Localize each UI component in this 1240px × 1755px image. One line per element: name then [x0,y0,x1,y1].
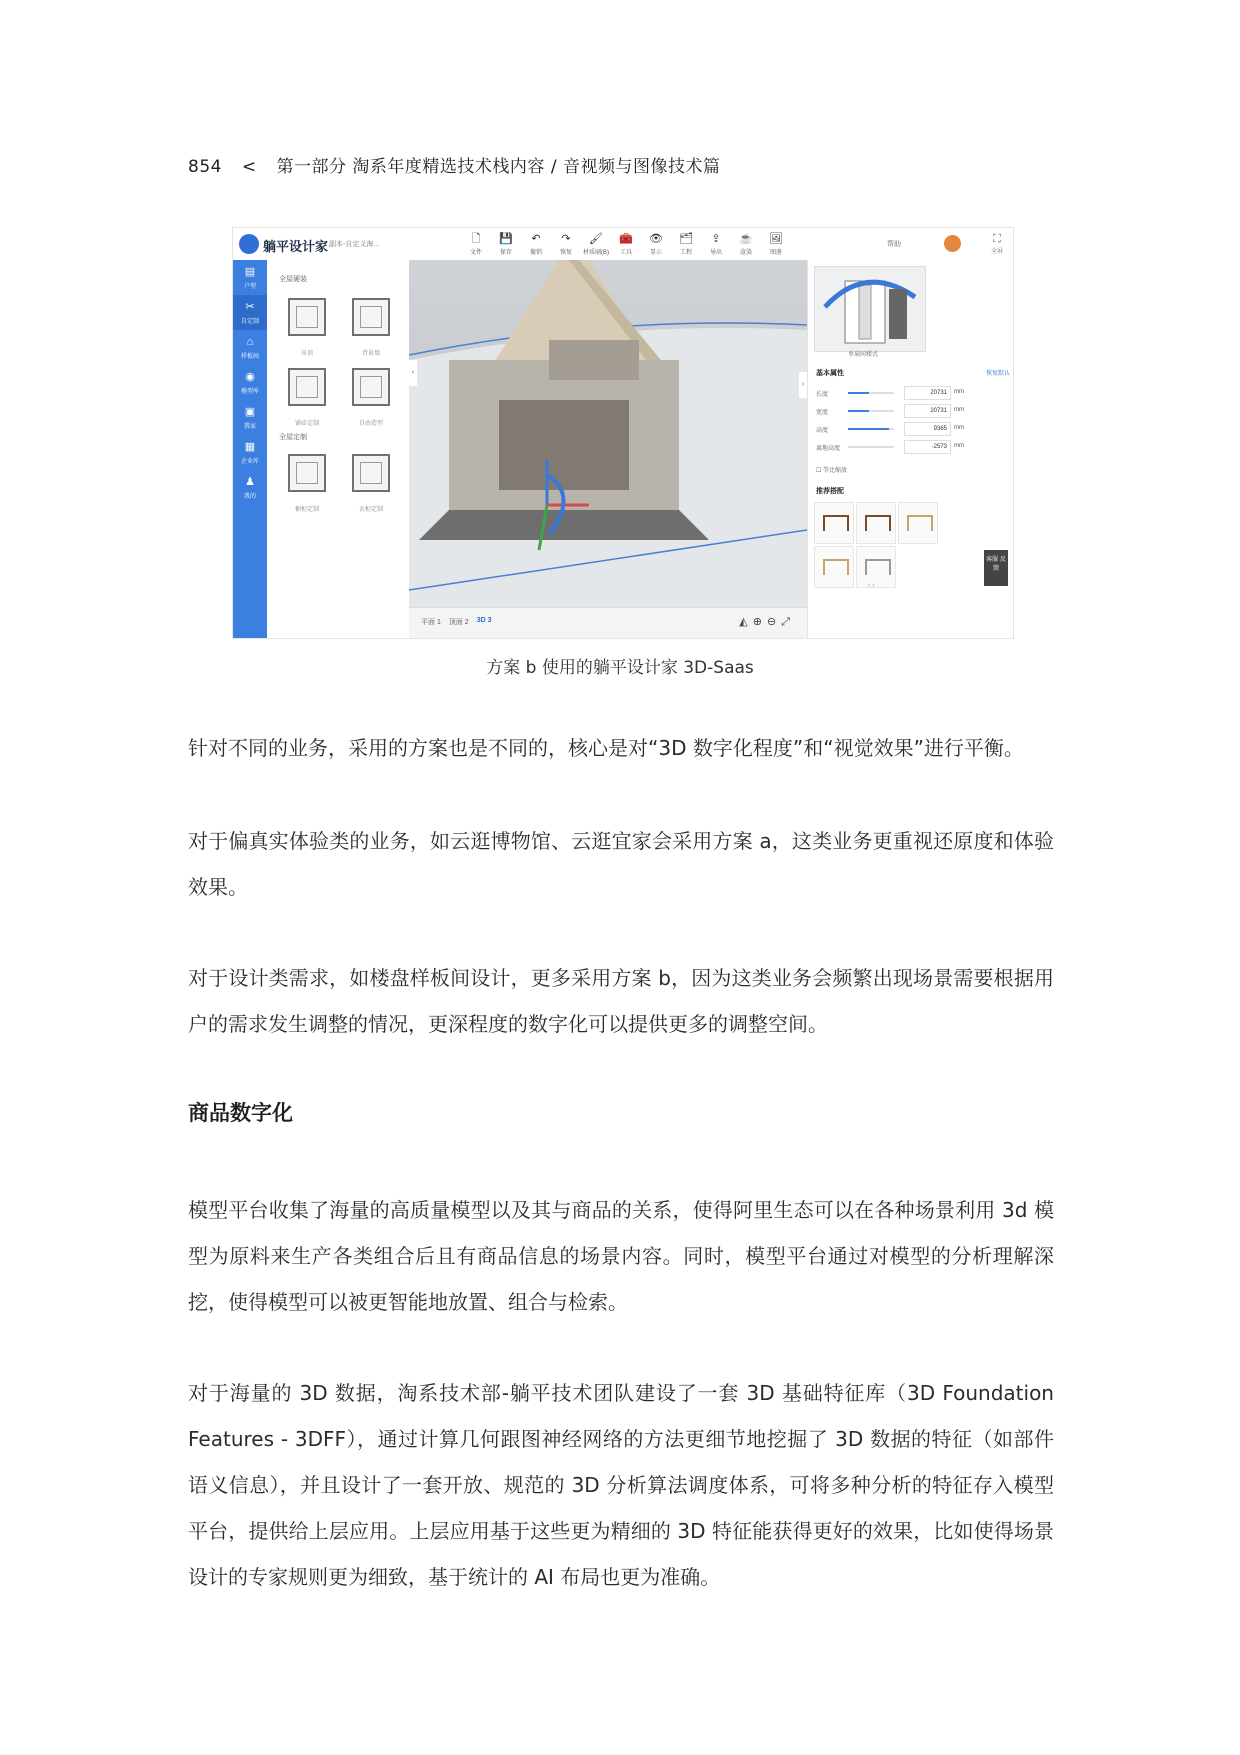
tool-redo[interactable]: ↷ 恢复 [551,231,581,256]
view-tabs [421,617,499,627]
sidebar-item-floorplan[interactable]: ▤ 户型 [233,260,267,295]
recommend-item[interactable] [814,502,854,544]
property-label: 长度 [816,392,829,398]
3d-scene [409,260,807,638]
recommend-heading: 推荐搭配 [816,488,844,495]
body-paragraph: 对于设计类需求，如楼盘样板间设计，更多采用方案 b，因为这类业务会频繁出现场景需要根据用户的需求发生调整的情况，更深程度的数字化可以提供更多的调整空间。 [188,966,1054,1036]
catalog-item[interactable]: 背景墙 [347,294,395,354]
recommend-item[interactable] [898,502,938,544]
property-unit: mm [954,425,964,431]
body-paragraph: 对于偏真实体验类的业务，如云逛博物馆、云逛宜家会采用方案 a，这类业务更重视还原度和体验效果。 [188,829,1054,899]
fit-view-icon[interactable]: ⤢ [781,616,795,628]
recommend-item[interactable] [814,546,854,588]
app-screenshot-figure [232,227,1014,639]
custom-icon: ✂ [245,301,255,313]
3d-viewport[interactable] [409,260,807,638]
tab-view[interactable]: 顶面 2 [448,619,469,626]
project-icon: 🗂 [679,233,693,245]
sidebar-item-custom[interactable]: ✂ 自定制 [233,295,267,330]
catalog-item[interactable]: 橱柜定制 [283,450,331,510]
catalog-item[interactable]: 自由造型 [347,364,395,424]
property-slider[interactable] [848,392,894,394]
tool-file[interactable]: 🗋 文件 [461,231,491,256]
floorplan-icon: ▤ [244,266,256,278]
undo-icon: ↶ [531,233,541,245]
collapse-left-panel-button[interactable]: ‹ [409,360,417,386]
tool-gallery[interactable]: 🖼 图册 [761,231,791,256]
section-heading: 商品数字化 [188,1101,293,1125]
preview-caption: 单扇间楼式 [848,352,879,358]
selected-object-preview [814,266,926,352]
view-mode-icon[interactable]: ◭ [739,616,753,628]
sidebar-item-user[interactable]: ♟ 我的 [233,470,267,505]
help-menu[interactable]: 帮助 [887,241,901,248]
recommend-item[interactable] [856,502,896,544]
body-paragraph: 模型平台收集了海量的高质量模型以及其与商品的关系，使得阿里生态可以在各种场景利用 3d 模型为原料来生产各类组合后且有商品信息的场景内容。同时，模型平台通过对模型的分析理解深挖，使得模型可以被更智能地放置、组合与检索。 [188,1198,1054,1314]
toolbar [461,231,791,256]
tool-tools[interactable]: 🧰 工具 [611,231,641,256]
zoom-in-icon[interactable]: ⊕ [752,616,767,628]
property-value-input[interactable]: -2573 [904,440,951,454]
tool-project[interactable]: 🗂 工程 [671,231,701,256]
catalog-item[interactable]: 吊顶 [283,294,331,354]
user-icon: ♟ [245,476,255,488]
figure-caption: 方案 b 使用的躺平设计家 3D-Saas [486,658,754,678]
proportional-scale-checkbox[interactable]: ☐ 等比缩放 [816,468,848,474]
property-row [816,404,1008,418]
export-icon: ⇪ [711,233,721,245]
property-label: 离地高度 [816,446,841,452]
gallery-icon: 🖼 [769,233,783,245]
property-slider[interactable] [848,428,894,430]
file-icon: 🗋 [471,233,481,245]
material-brush-icon: 🖌 [589,233,603,245]
property-slider[interactable] [848,410,894,412]
tool-material-brush[interactable]: 🖌 材质刷(B) [583,233,609,256]
feedback-button[interactable]: 客服 反馈 [984,550,1008,586]
basic-properties-heading: 基本属性 [816,370,844,377]
collapse-right-panel-button[interactable]: › [799,372,807,398]
app-topbar [233,228,1013,261]
property-row [816,440,1008,454]
tool-export[interactable]: ⇪ 导出 [701,231,731,256]
header-chevron: < [241,157,257,177]
property-row [816,386,1008,400]
zoom-out-icon[interactable]: ⊖ [766,616,782,628]
my-home-icon: ▣ [244,406,256,418]
tool-render[interactable]: ☕ 渲染 [731,231,761,256]
catalog-item[interactable]: 铺砖定制 [283,364,331,424]
tab-view[interactable]: 3D 3 [476,617,492,624]
property-value-input[interactable]: 20731 [904,386,951,400]
properties-panel [807,260,1014,638]
tools-icon: 🧰 [619,233,633,245]
body-paragraph: 对于海量的 3D 数据，淘系技术部-躺平技术团队建设了一套 3D 基础特征库（3D Foundation Features - 3DFF），通过计算几何跟图神经网络的方法更细节地挖掘了 3D 数据的特征（如部件语义信息），并且设计了一套开放、规范的 3D 分析算法调度体系，可将多种分析的特征存入模型平台，提供给上层应用。上层应用基于这些更为精细的 3D 特征能获得更好的效果，比如使得场景设计的专家规则更为细致，基于统计的 AI 布局也更为准确。 [188,1381,1054,1589]
tool-undo[interactable]: ↶ 撤销 [521,231,551,256]
running-header [188,152,734,177]
restore-default-link[interactable]: 恢复默认 [985,371,1010,377]
viewport-bottom-bar [409,607,807,638]
property-unit: mm [954,389,964,395]
avatar[interactable] [944,235,961,252]
property-label: 高度 [816,428,829,434]
document-name[interactable]: 副本-自定义海... [329,241,380,248]
save-icon: 💾 [499,233,513,245]
recommend-pager[interactable]: ‹ › [868,582,875,589]
view-tools [739,615,795,629]
property-unit: mm [954,443,964,449]
home-icon: ⌂ [246,336,254,348]
property-label: 宽度 [816,410,829,416]
catalog-panel [267,260,410,638]
sidebar-item-enterprise[interactable]: ▦ 企业库 [233,435,267,470]
tab-view[interactable]: 平面 1 [421,619,441,626]
render-icon: ☕ [739,233,753,245]
property-value-input[interactable]: 20731 [904,404,951,418]
sidebar-item-model-library[interactable]: ◉ 模型库 [233,365,267,400]
property-unit: mm [954,407,964,413]
redo-icon: ↷ [561,233,571,245]
catalog-section-title: 全屋定制 [279,434,307,441]
recommend-item[interactable] [856,546,896,588]
property-value-input[interactable]: 9365 [904,422,951,436]
property-slider[interactable] [848,446,894,448]
sidebar-item-my-home[interactable]: ▣ 我家 [233,400,267,435]
page-number: 854 [188,157,222,177]
app-logo-text: 躺平设计家 [263,239,329,254]
fullscreen-icon: ⛶ [993,233,1001,245]
catalog-section-title: 全屋硬装 [279,276,307,283]
body-paragraph: 针对不同的业务，采用的方案也是不同的，核心是对“3D 数字化程度”和“视觉效果”进行平衡。 [188,736,1024,760]
app-logo-icon[interactable] [239,234,259,254]
running-title: 第一部分 淘系年度精选技术栈内容 / 音视频与图像技术篇 [276,157,721,177]
property-row [816,422,1008,436]
tool-eye[interactable]: 👁 显示 [641,231,671,256]
left-sidebar [233,260,267,638]
tool-save[interactable]: 💾 保存 [491,231,521,256]
fullscreen-button[interactable]: ⛶ 全屏 [990,233,1003,255]
enterprise-icon: ▦ [244,441,256,453]
catalog-item[interactable]: 衣柜定制 [347,450,395,510]
sidebar-item-home[interactable]: ⌂ 样板间 [233,330,267,365]
model-library-icon: ◉ [245,371,255,383]
eye-icon: 👁 [649,233,663,245]
